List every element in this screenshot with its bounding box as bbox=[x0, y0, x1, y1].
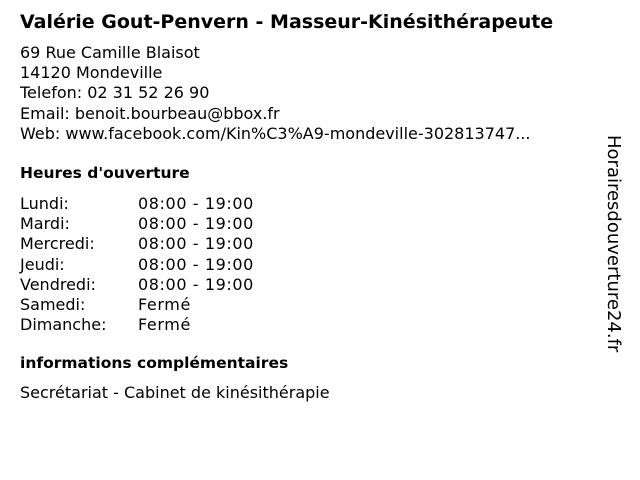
time-value: 08:00 - 19:00 bbox=[138, 214, 254, 234]
time-value: 08:00 - 19:00 bbox=[138, 274, 254, 294]
day-label: Jeudi: bbox=[20, 254, 65, 274]
address-city: 14120 Mondeville bbox=[20, 63, 163, 83]
time-value: 08:00 - 19:00 bbox=[138, 234, 254, 254]
day-label: Samedi: bbox=[20, 294, 86, 314]
day-label: Lundi: bbox=[20, 194, 69, 213]
time-value: Fermé bbox=[138, 315, 191, 335]
day-label: Mercredi: bbox=[20, 234, 95, 254]
time-value: 08:00 - 19:00 bbox=[138, 254, 254, 274]
day-label: Vendredi: bbox=[20, 274, 96, 294]
contact-block bbox=[20, 43, 531, 144]
additional-info-heading: informations complémentaires bbox=[20, 354, 289, 372]
address-street: 69 Rue Camille Blaisot bbox=[20, 43, 200, 62]
website-link[interactable]: Web: www.facebook.com/Kin%C3%A9-mondeville-302813747... bbox=[20, 123, 531, 143]
email-address[interactable]: Email: benoit.bourbeau@bbox.fr bbox=[20, 103, 280, 123]
site-watermark: Horairesdouverture24.fr bbox=[603, 135, 624, 353]
page-title: Valérie Gout-Penvern - Masseur-Kinésithérapeute bbox=[20, 11, 554, 33]
additional-info-text: Secrétariat - Cabinet de kinésithérapie bbox=[20, 383, 330, 402]
time-value: 08:00 - 19:00 bbox=[138, 194, 254, 213]
day-label: Mardi: bbox=[20, 214, 70, 234]
phone-number[interactable]: Telefon: 02 31 52 26 90 bbox=[20, 83, 210, 103]
opening-hours-heading: Heures d'ouverture bbox=[20, 164, 190, 182]
day-label: Dimanche: bbox=[20, 315, 107, 335]
time-value: Fermé bbox=[138, 294, 191, 314]
